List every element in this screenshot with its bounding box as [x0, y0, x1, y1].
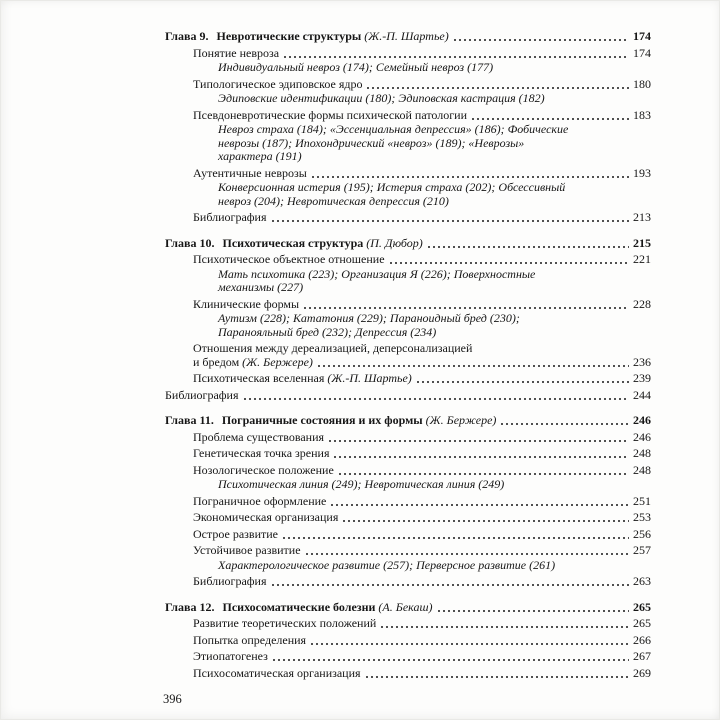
toc-entry — [165, 30, 651, 44]
page-number: 228 — [633, 296, 651, 311]
page-number: 221 — [633, 252, 651, 266]
dot-leader — [331, 504, 629, 506]
entry-title: Психотическое объектное отношение — [193, 252, 385, 266]
toc-entry — [193, 667, 651, 681]
entry-title: Проблема существования — [193, 429, 325, 444]
page-number: 251 — [633, 493, 651, 508]
entry-title: Попытка определения — [193, 632, 307, 647]
dot-leader — [283, 537, 629, 539]
entry-title: Конверсионная истерия (195); Истерия страха (202); Обсессивный — [218, 180, 566, 194]
dot-leader — [304, 307, 629, 309]
entry-title: Устойчивое развитие — [193, 543, 301, 557]
chapter-label: Глава 12. — [165, 599, 215, 614]
chapter-label: Глава 9. — [165, 29, 209, 43]
page-number: 213 — [633, 210, 651, 224]
page-number: 267 — [633, 649, 651, 663]
page-folio: 396 — [163, 692, 182, 706]
page-number: 183 — [633, 107, 651, 122]
entry-title: Психотическая вселенная (Ж.-П. Шартье) — [193, 371, 412, 385]
entry-title: Развитие теоретических положений — [193, 616, 377, 630]
chapter-title — [165, 30, 449, 44]
page-number: 265 — [633, 616, 651, 630]
page-number: 246 — [633, 413, 651, 427]
chapter-title — [165, 601, 433, 615]
page-number: 246 — [633, 429, 651, 444]
chapter-title-text: Психотическая структура — [222, 235, 364, 250]
page-number: 265 — [633, 599, 651, 614]
entry-title: Аутентичные неврозы — [193, 165, 307, 180]
entry-title: Генетическая точка зрения — [193, 446, 330, 460]
dot-leader — [272, 584, 630, 586]
toc-entry — [193, 342, 651, 356]
entry-title: Библиография — [165, 387, 239, 402]
page-number: 253 — [633, 510, 651, 524]
entry-title: и бредом (Ж. Бержере) — [193, 354, 313, 369]
dot-leader — [343, 520, 629, 522]
toc-entry — [193, 253, 651, 267]
toc-entry — [218, 137, 651, 151]
toc-entry — [193, 78, 651, 92]
entry-title: Невроз страха (184); «Эссенциальная депрессия» (186); Фобические — [218, 122, 569, 136]
entry-title: Типологическое эдиповское ядро — [193, 76, 363, 91]
dot-leader — [381, 626, 629, 628]
entry-title: Индивидуальный невроз (174); Семейный невроз (177) — [218, 60, 494, 74]
entry-title: характера (191) — [218, 149, 302, 163]
toc-entry — [193, 634, 651, 648]
entry-title: Острое развитие — [193, 526, 279, 541]
toc-entry — [193, 109, 651, 123]
entry-title: Клинические формы — [193, 296, 300, 311]
page-number: 257 — [633, 543, 651, 557]
dot-leader — [284, 56, 629, 58]
toc-entry — [193, 495, 651, 509]
entry-title: неврозы (187); Ипохондрический «невроз» (189); «Неврозы» — [218, 135, 525, 150]
entry-title: Отношения между дереализацией, деперсонализацией — [193, 341, 473, 355]
page-number: 244 — [633, 387, 651, 402]
toc-entry — [218, 61, 651, 75]
chapter-label: Глава 11. — [165, 413, 214, 427]
dot-leader — [329, 440, 629, 442]
entry-title: Экономическая организация — [193, 510, 339, 524]
dot-leader — [390, 262, 629, 264]
dot-leader — [311, 643, 629, 645]
page-number: 248 — [633, 446, 651, 460]
dot-leader — [366, 676, 629, 678]
page-number: 180 — [633, 76, 651, 91]
toc-entry — [218, 123, 651, 137]
dot-leader — [417, 381, 629, 383]
author-name: (Ж. Бержере) — [422, 413, 497, 427]
toc-list — [165, 30, 651, 680]
entry-title: невроз (204); Невротическая депрессия (210) — [218, 193, 449, 208]
toc-entry — [218, 195, 651, 209]
toc-entry — [193, 650, 651, 664]
entry-title: Понятие невроза — [193, 45, 280, 60]
dot-leader — [244, 398, 630, 400]
toc-entry — [193, 447, 651, 461]
entry-title: Психотическая линия (249); Невротическая линия (249) — [218, 477, 505, 491]
entry-title: Характерологическое развитие (257); Перверсное развитие (261) — [218, 557, 556, 572]
toc-entry — [193, 47, 651, 61]
page-number: 174 — [633, 29, 651, 43]
entry-title: Эдиповские идентификации (180); Эдиповская кастрация (182) — [218, 91, 545, 105]
entry-title: Психосоматическая организация — [193, 665, 361, 680]
dot-leader — [306, 553, 629, 555]
page-number: 256 — [633, 526, 651, 541]
author-name: (Ж. Бержере) — [239, 354, 313, 369]
dot-leader — [501, 423, 629, 425]
toc-entry — [193, 464, 651, 478]
dot-leader — [334, 456, 629, 458]
toc-entry — [193, 528, 651, 542]
entry-title: Нозологическое положение — [193, 462, 334, 477]
toc-entry — [218, 150, 651, 164]
toc-entry — [218, 92, 651, 106]
entry-title: Библиография — [193, 210, 267, 224]
toc-entry — [193, 298, 651, 312]
dot-leader — [367, 87, 629, 89]
dot-leader — [273, 659, 629, 661]
toc-entry — [165, 237, 651, 251]
toc-entry — [193, 372, 651, 386]
dot-leader — [312, 176, 629, 178]
dot-leader — [454, 39, 629, 41]
chapter-title-text: Невротические структуры — [216, 29, 362, 43]
author-name: (Ж.-П. Шартье) — [324, 371, 412, 385]
dot-leader — [318, 365, 629, 367]
chapter-title — [165, 237, 423, 251]
dot-leader — [272, 220, 630, 222]
page-number: 239 — [633, 371, 651, 385]
entry-title: Мать психотика (223); Организация Я (226); Поверхностные — [218, 266, 536, 281]
toc-entry — [165, 389, 651, 403]
page-number: 174 — [633, 45, 651, 60]
chapter-title-text: Пограничные состояния и их формы — [221, 413, 423, 427]
author-name: (А. Бекаш) — [375, 599, 433, 614]
dot-leader — [339, 473, 629, 475]
author-name: (Ж.-П. Шартье) — [361, 29, 449, 43]
toc-entry — [218, 312, 651, 326]
entry-title: Библиография — [193, 574, 267, 588]
toc-entry — [218, 181, 651, 195]
dot-leader — [438, 610, 629, 612]
page-number: 266 — [633, 632, 651, 647]
toc-entry — [218, 559, 651, 573]
toc-entry — [165, 601, 651, 615]
toc-entry — [218, 478, 651, 492]
toc-entry — [193, 356, 651, 370]
page-number: 193 — [633, 165, 651, 180]
page-number: 263 — [633, 574, 651, 588]
entry-title: Псевдоневротические формы психической патологии — [193, 107, 468, 122]
page-number: 269 — [633, 665, 651, 680]
dot-leader — [428, 246, 629, 248]
author-name: (П. Дюбор) — [363, 235, 423, 250]
chapter-title — [165, 414, 496, 428]
toc-entry — [193, 617, 651, 631]
chapter-title-text: Психосоматические болезни — [222, 599, 376, 614]
entry-title: Этиопатогенез — [193, 649, 268, 663]
toc-entry — [193, 544, 651, 558]
dot-leader — [472, 118, 629, 120]
toc-entry — [218, 268, 651, 282]
page-number: 215 — [633, 235, 651, 250]
toc-entry — [193, 211, 651, 225]
page-number: 236 — [633, 354, 651, 369]
toc-entry — [193, 511, 651, 525]
chapter-label: Глава 10. — [165, 235, 215, 250]
entry-title: механизмы (227) — [218, 280, 304, 294]
toc-entry — [193, 575, 651, 589]
toc-entry — [193, 167, 651, 181]
entry-title: Пограничное оформление — [193, 493, 327, 508]
toc-entry — [165, 414, 651, 428]
entry-title: Паранояльный бред (232); Депрессия (234) — [218, 324, 437, 339]
toc-entry — [218, 281, 651, 295]
page-number: 248 — [633, 462, 651, 477]
toc-entry — [218, 326, 651, 340]
toc-entry — [193, 431, 651, 445]
entry-title: Аутизм (228); Кататония (229); Параноидный бред (230); — [218, 311, 520, 325]
